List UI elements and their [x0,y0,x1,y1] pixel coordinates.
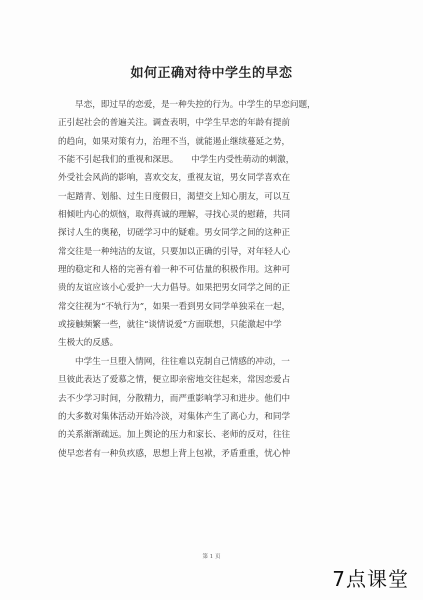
text-line: 理的稳定和人格的完善有着一种不可估量的积极作用。这种可 [58,265,291,276]
text-line: 正引起社会的普遍关注。调查表明，中学生早恋的年龄有提前 [58,118,291,129]
text-line: 的关系渐渐疏远。加上舆论的压力和家长、老师的反对，往往 [58,430,291,441]
text-line: 旦彼此表达了爱慕之情，便立即亲密地交往起来，常因恋爱占 [58,375,291,386]
text-line: 的大多数对集体活动开始冷淡，对集体产生了离心力，和同学 [58,411,291,422]
text-line: 生极大的反感。 [58,338,119,349]
page-number: 第 1 页 [202,554,221,560]
text-line: 的趋向，如果对策有力，治理不当，就能遏止继续蔓延之势， [58,136,291,147]
text-line: 相倾吐内心的烦恼，取得真诚的理解，寻找心灵的慰藉，共同 [58,210,291,221]
text-line: 中学生一旦堕入情网，往往难以克制自己情感的冲动，一 [75,356,290,367]
text-line: 常交往视为“不轨行为”，如果一看到男女同学单独采在一起， [58,301,291,312]
text-line: 早恋，即过早的恋爱，是一种失控的行为。中学生的早恋问题， [75,100,316,110]
text-line: 使早恋者有一种负疚感，思想上背上包袱，矛盾重重，忧心忡 [58,448,291,459]
text-line: 贵的友谊应该小心爱护一大力倡导。如果把男女同学之间的正 [58,283,291,294]
text-line: 去不少学习时间，分散精力，而严重影响学习和进步。他们中 [58,393,291,404]
watermark-logo: 7点课堂 [332,567,409,591]
text-line: 或接触频繁一些，就往“谈情说爱”方面联想，只能激起中学 [58,320,282,331]
text-line: 常交往是一种纯洁的友谊，只要加以正确的引导，对年轻人心 [58,246,291,257]
text-line: 不能不引起我们的重视和深思。 中学生内受性萌动的刺激， [58,155,295,166]
text-line: 一起踏青、划船、过生日度假日，渴望交上知心朋友，可以互 [58,191,291,202]
body-text [58,96,370,463]
text-line: 外受社会风尚的影响，喜欢交友，重视友谊，男女同学喜欢在 [58,173,291,184]
page-title: 如何正确对待中学生的早恋 [130,66,293,81]
text-line: 探讨人生的奥秘，切磋学习中的疑难。男女同学之间的这种正 [58,228,291,239]
